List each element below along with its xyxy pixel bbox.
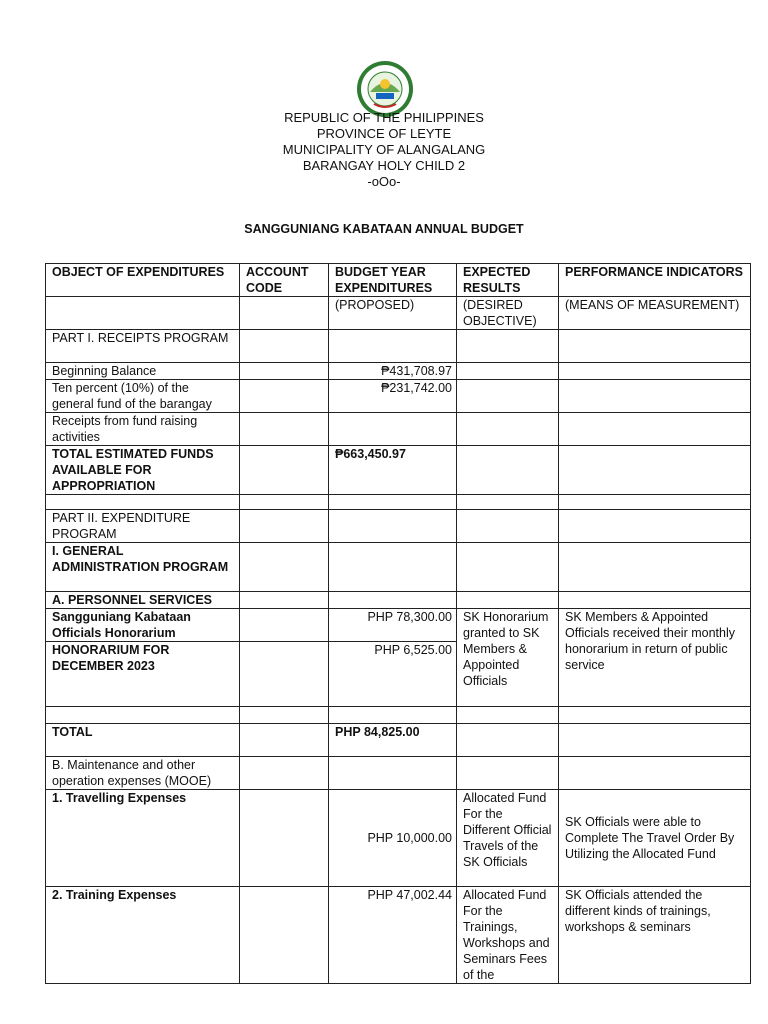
row-indicator: SK Officials attended the different kinds of trainings, workshops & seminars xyxy=(559,887,751,984)
header-budget-year: BUDGET YEAR EXPENDITURES xyxy=(329,264,457,297)
table-row xyxy=(46,707,751,724)
table-row xyxy=(46,510,751,543)
header-barangay: BARANGAY HOLY CHILD 2 xyxy=(302,158,466,173)
table-header-row xyxy=(46,264,751,297)
row-expected-result: SK Honorarium granted to SK Members & Appointed Officials xyxy=(457,609,559,707)
row-label: B. Maintenance and other operation expenses (MOOE) xyxy=(46,757,240,790)
header-republic: REPUBLIC OF THE PHILIPPINES xyxy=(284,110,484,125)
part2-heading: PART II. EXPENDITURE PROGRAM xyxy=(46,510,240,543)
row-label: Ten percent (10%) of the general fund of the barangay xyxy=(46,380,240,413)
row-amount: PHP 84,825.00 xyxy=(329,724,457,757)
table-row xyxy=(46,609,751,642)
budget-table xyxy=(45,263,751,984)
table-row xyxy=(46,330,751,363)
subheader-means-of-measurement: (MEANS OF MEASUREMENT) xyxy=(559,297,751,330)
header-expected-results: EXPECTED RESULTS xyxy=(457,264,559,297)
row-amount: PHP 47,002.44 xyxy=(329,887,457,984)
row-label: 2. Training Expenses xyxy=(46,887,240,984)
table-row xyxy=(46,446,751,495)
table-row xyxy=(46,495,751,510)
header-municipality: MUNICIPALITY OF ALANGALANG xyxy=(282,142,486,157)
table-row xyxy=(46,724,751,757)
row-amount: PHP 6,525.00 xyxy=(329,642,457,707)
table-row xyxy=(46,887,751,984)
row-label: Receipts from fund raising activities xyxy=(46,413,240,446)
table-row xyxy=(46,380,751,413)
row-label: Beginning Balance xyxy=(46,363,240,380)
row-expected-result: Allocated Fund For the Different Official Travels of the SK Officials xyxy=(457,790,559,887)
subheader-desired-objective: (DESIRED OBJECTIVE) xyxy=(457,297,559,330)
header-ornament: -oOo- xyxy=(367,174,401,189)
row-label: Sangguniang Kabataan Officials Honorarium xyxy=(46,609,240,642)
row-label: 1. Travelling Expenses xyxy=(46,790,240,887)
row-amount: ₱231,742.00 xyxy=(329,380,457,413)
document-title: SANGGUNIANG KABATAAN ANNUAL BUDGET xyxy=(244,222,524,236)
row-label: TOTAL ESTIMATED FUNDS AVAILABLE FOR APPROPRIATION xyxy=(46,446,240,495)
header-object: OBJECT OF EXPENDITURES xyxy=(46,264,240,297)
document-header xyxy=(0,110,768,190)
table-row xyxy=(46,790,751,887)
row-expected-result: Allocated Fund For the Trainings, Workshops and Seminars Fees of the xyxy=(457,887,559,984)
table-row xyxy=(46,413,751,446)
subheader-proposed: (PROPOSED) xyxy=(329,297,457,330)
table-row xyxy=(46,757,751,790)
row-indicator: SK Members & Appointed Officials received their monthly honorarium in return of public service xyxy=(559,609,751,707)
header-account-code: ACCOUNT CODE xyxy=(240,264,329,297)
row-amount: ₱663,450.97 xyxy=(329,446,457,495)
row-label: A. PERSONNEL SERVICES xyxy=(46,592,240,609)
header-province: PROVINCE OF LEYTE xyxy=(316,126,452,141)
row-label: I. GENERAL ADMINISTRATION PROGRAM xyxy=(46,543,240,592)
table-subheader-row xyxy=(46,297,751,330)
row-amount: ₱431,708.97 xyxy=(329,363,457,380)
table-row xyxy=(46,592,751,609)
header-performance-indicators: PERFORMANCE INDICATORS xyxy=(559,264,751,297)
row-label: TOTAL xyxy=(46,724,240,757)
row-label: HONORARIUM FOR DECEMBER 2023 xyxy=(46,642,240,707)
table-row xyxy=(46,543,751,592)
row-amount: PHP 10,000.00 xyxy=(329,790,457,887)
table-row xyxy=(46,363,751,380)
part1-heading: PART I. RECEIPTS PROGRAM xyxy=(46,330,240,363)
row-indicator: SK Officials were able to Complete The Travel Order By Utilizing the Allocated Fund xyxy=(559,790,751,887)
row-amount: PHP 78,300.00 xyxy=(329,609,457,642)
